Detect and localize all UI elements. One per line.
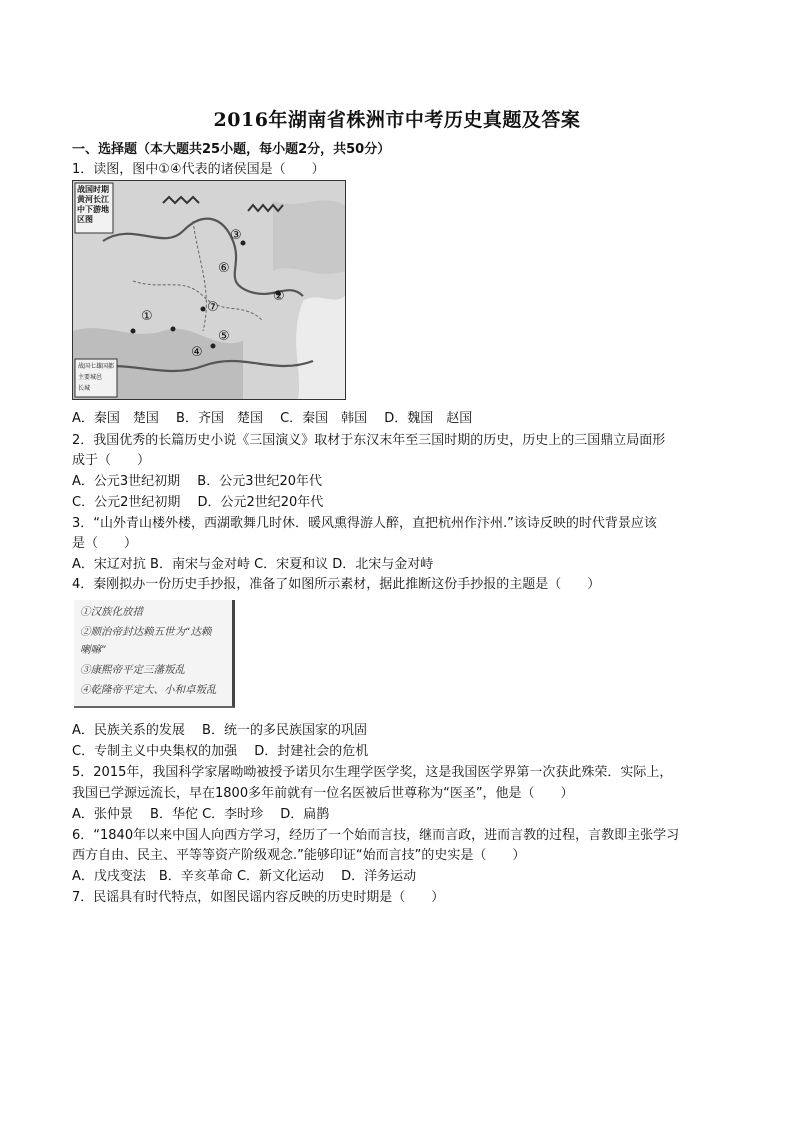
warring-states-map [72, 180, 346, 400]
question-2-stem-line-1: 2．我国优秀的长篇历史小说《三国演义》取材于东汉末年至三国时期的历史，历史上的三国鼎立局面形 [72, 433, 666, 448]
map-marker-2: ② [273, 289, 285, 304]
map-marker-3: ③ [230, 228, 242, 243]
map-caption: 战国时期黄河长江中下游地区图 [77, 185, 109, 224]
map-marker-5: ⑤ [218, 329, 230, 344]
question-5-stem-line-1: 5．2015年，我国科学家屠呦呦被授予诺贝尔生理学医学奖，这是我国医学界第一次获此殊荣．实际上， [72, 765, 673, 780]
question-2-stem-line-2: 成于（ ） [72, 453, 151, 468]
question-6-stem-line-2: 西方自由、民主、平等等资产阶级观念.”能够印证“始而言技”的史实是（ ） [72, 848, 526, 863]
legend-item-wall: 长城 [78, 385, 91, 392]
question-6-options: A．戊戌变法 B．辛亥革命 C．新文化运动 D．洋务运动 [72, 869, 417, 884]
map-marker-4: ④ [191, 345, 203, 360]
note-line-2: ②顺治帝封达赖五世为“达赖 [80, 626, 212, 638]
note-line-1: ①汉族化放措 [80, 606, 143, 618]
question-2-options-line-1: A．公元3世纪初期 B．公元3世纪20年代 [72, 474, 323, 489]
legend-item-capital: 战国七雄国都 [78, 363, 115, 370]
note-line-4: ③康熙帝平定三藩叛乱 [80, 664, 185, 676]
map-marker-7: ⑦ [207, 300, 219, 315]
question-4-options-line-2: C．专制主义中央集权的加强 D．封建社会的危机 [72, 744, 369, 759]
legend-item-city: 主要城邑 [78, 374, 103, 381]
map-legend [78, 361, 114, 394]
note-line-3: 喇嘛” [80, 644, 107, 656]
page-title: 2016年湖南省株洲市中考历史真题及答案 [213, 109, 581, 131]
question-1-stem: 1．读图，图中①④代表的诸侯国是（ ） [72, 162, 325, 177]
section-heading: 一、选择题（本大题共25小题，每小题2分，共50分） [72, 142, 391, 157]
handout-note-figure [72, 598, 238, 716]
map-marker-1: ① [141, 309, 153, 324]
question-1-options: A．秦国 楚国 B．齐国 楚国 C．秦国 韩国 D．魏国 赵国 [72, 411, 473, 426]
question-3-stem-line-1: 3．“山外青山楼外楼，西湖歌舞几时休．暖风熏得游人醉，直把杭州作汴州.”该诗反映的时代背景应该 [72, 516, 657, 531]
question-7-stem: 7．民谣具有时代特点，如图民谣内容反映的历史时期是（ ） [72, 890, 445, 905]
question-6-stem-line-1: 6．“1840年以来中国人向西方学习，经历了一个始而言技，继而言政，进而言教的过程，言教即主张学习 [72, 828, 680, 843]
question-2-options-line-2: C．公元2世纪初期 D．公元2世纪20年代 [72, 495, 324, 510]
question-4-options-line-1: A．民族关系的发展 B．统一的多民族国家的巩固 [72, 723, 367, 738]
question-3-stem-line-2: 是（ ） [72, 536, 138, 551]
question-5-options: A．张仲景 B．华佗 C．李时珍 D．扁鹊 [72, 807, 330, 822]
question-4-stem: 4．秦刚拟办一份历史手抄报，准备了如图所示素材，据此推断这份手抄报的主题是（ ） [72, 577, 601, 592]
note-line-5: ④乾隆帝平定大、小和卓叛乱 [80, 684, 217, 696]
question-3-options: A．宋辽对抗 B．南宋与金对峙 C．宋夏和议 D．北宋与金对峙 [72, 557, 434, 572]
question-5-stem-line-2: 我国已学源远流长，早在1800多年前就有一位名医被后世尊称为“医圣”，他是（ ） [72, 786, 574, 801]
map-marker-6: ⑥ [218, 261, 230, 276]
